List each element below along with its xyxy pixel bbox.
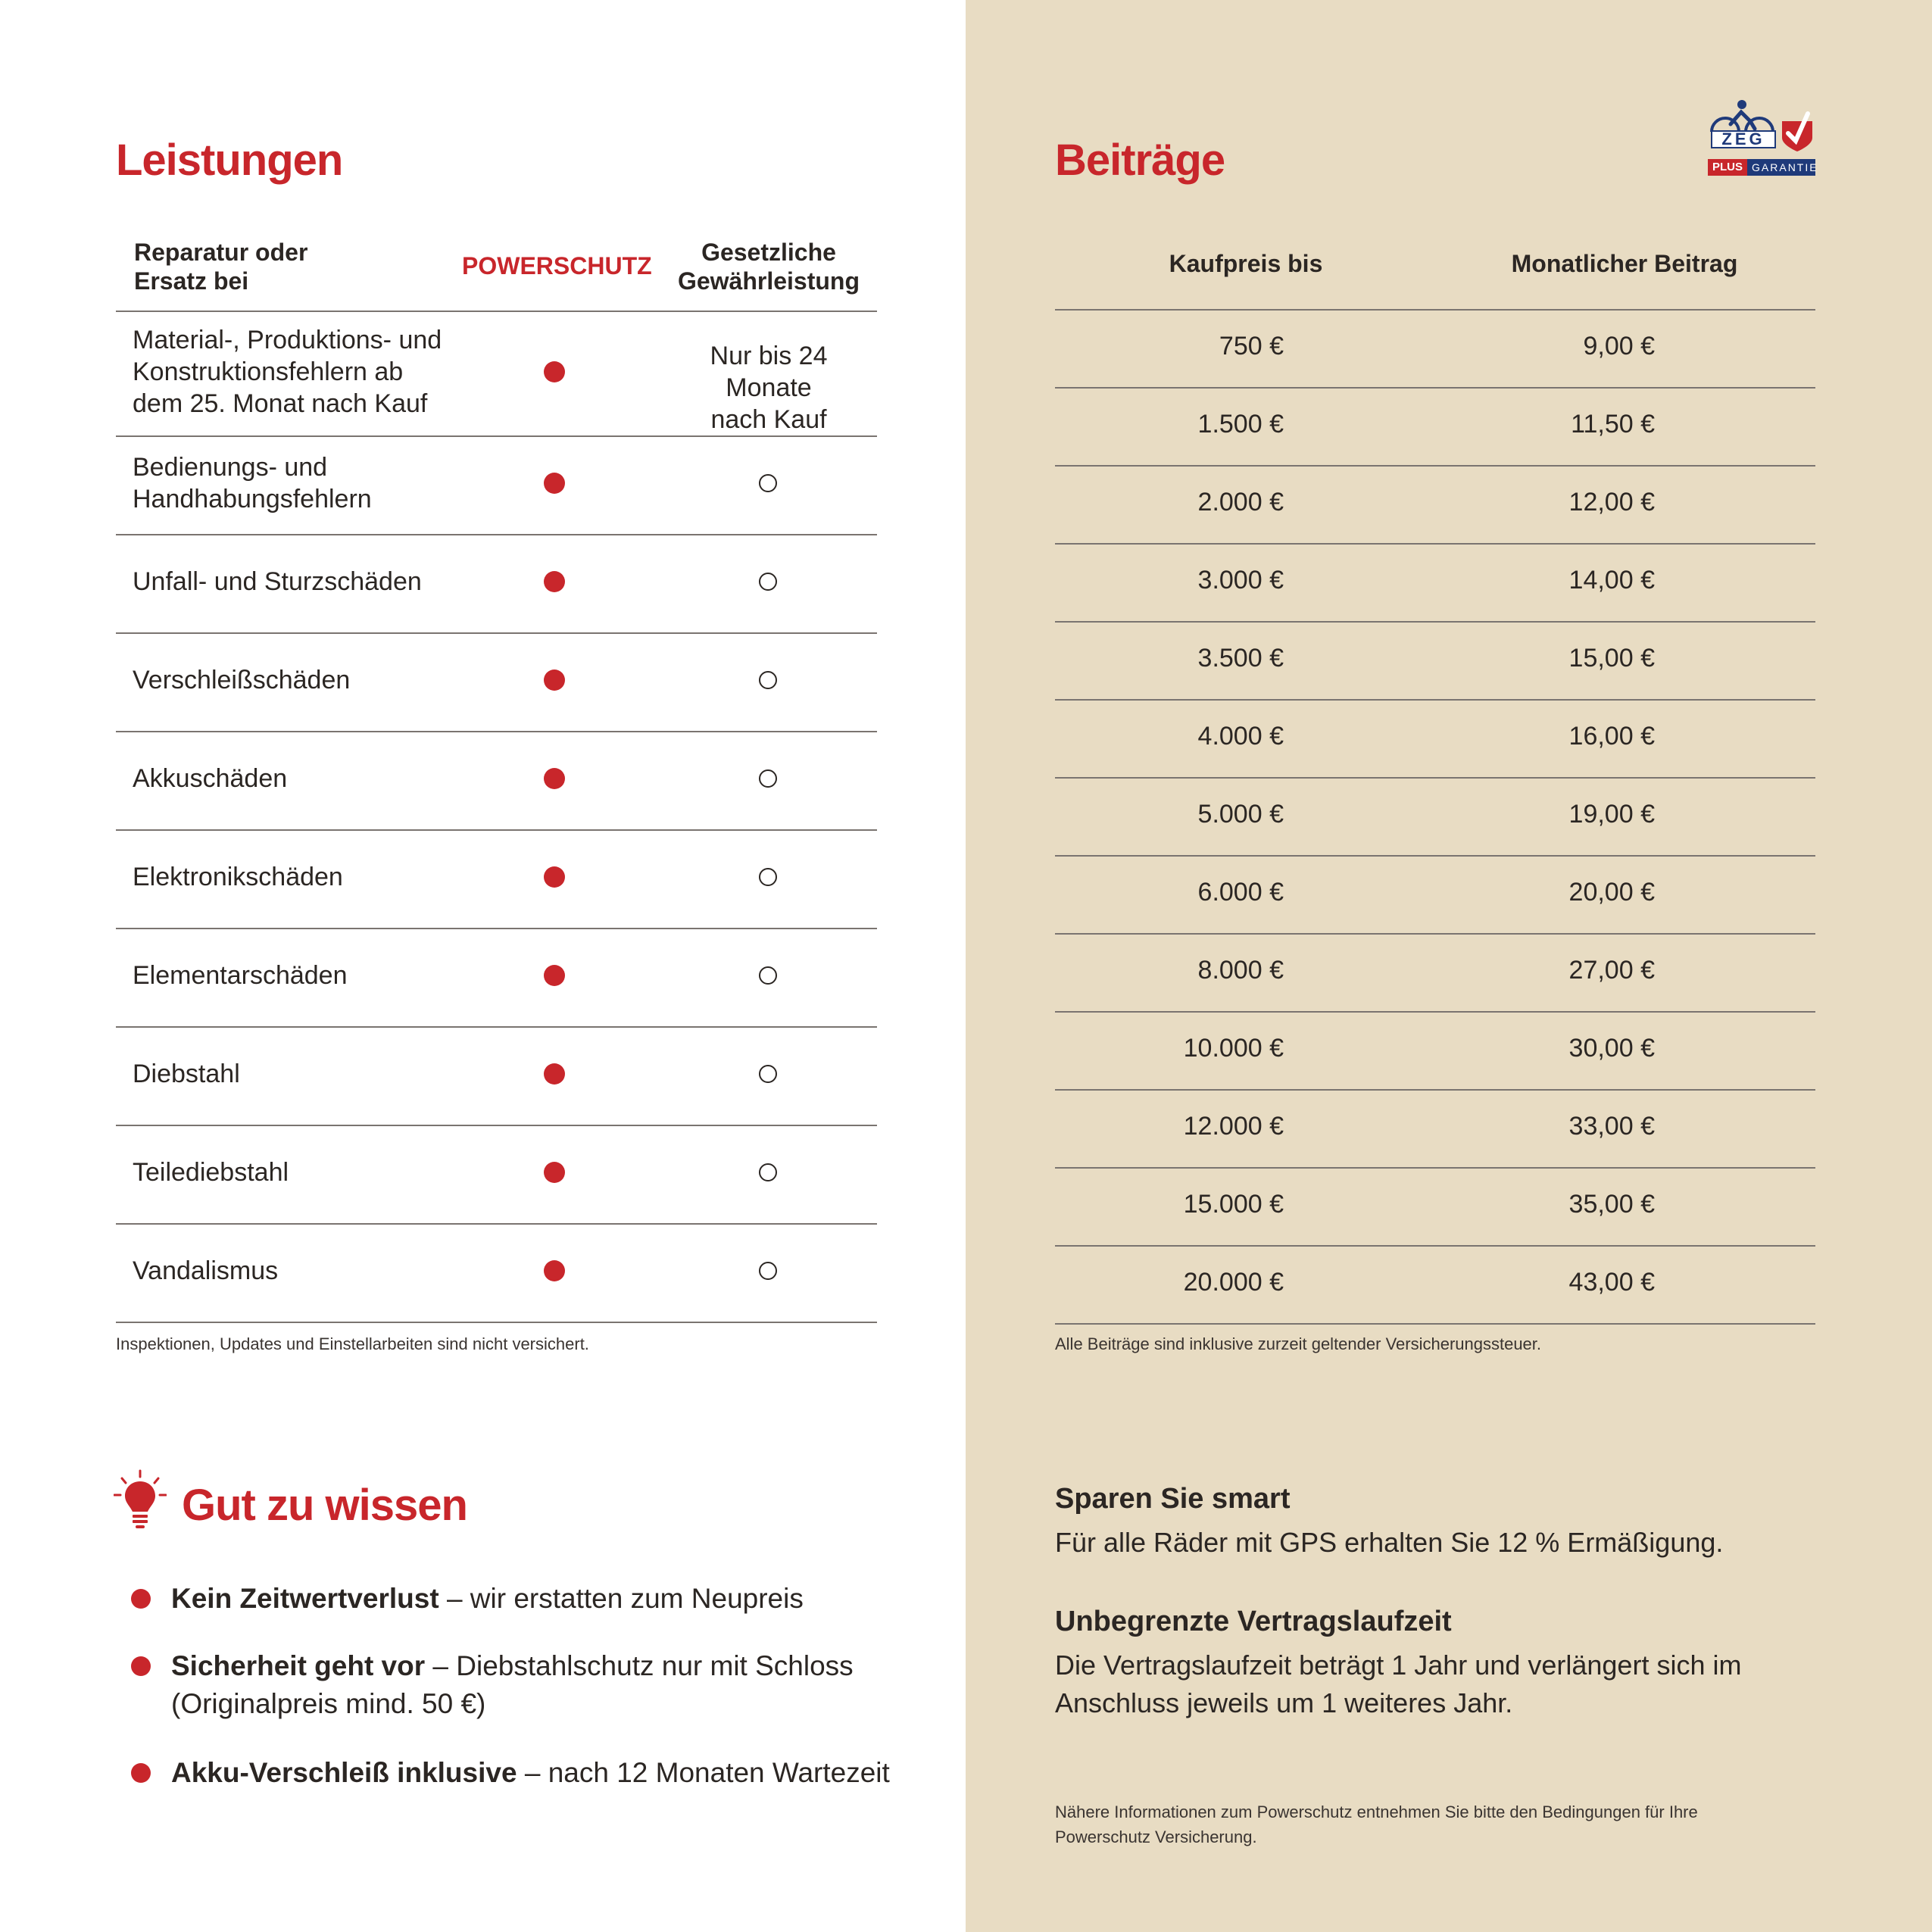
- row-label: Elektronikschäden: [133, 863, 343, 891]
- not-covered-icon: [759, 474, 777, 492]
- tip-text: Diebstahlschutz nur mit Schloss: [456, 1650, 854, 1681]
- row-divider: [1055, 855, 1815, 857]
- beitrag-cell: 16,00 €: [1568, 721, 1655, 751]
- col-header-beitrag: Monatlicher Beitrag: [1511, 250, 1738, 277]
- not-covered-icon: [759, 1262, 777, 1280]
- gesetzlich-text: Nur bis 24 Monate nach Kauf: [710, 341, 828, 434]
- leistungen-title: Leistungen: [116, 136, 343, 185]
- gut-zu-wissen-title: Gut zu wissen: [182, 1481, 467, 1530]
- kaufpreis-cell: 750 €: [1219, 331, 1284, 360]
- footnote: Nähere Informationen zum Powerschutz entnehmen Sie bitte den Bedingungen für Ihre Powerschutz Versicherung.: [1055, 1802, 1698, 1846]
- row-divider: [116, 731, 877, 732]
- row-label: Verschleißschäden: [133, 666, 351, 694]
- sparen-text: Für alle Räder mit GPS erhalten Sie 12 % Ermäßigung.: [1055, 1527, 1724, 1558]
- powerschutz-covered-icon: [544, 866, 565, 888]
- kaufpreis-cell: 15.000 €: [1183, 1189, 1284, 1219]
- row-divider: [1055, 1089, 1815, 1091]
- row-divider: [116, 1322, 877, 1323]
- tip-text-2: (Originalpreis mind. 50 €): [171, 1688, 486, 1719]
- beitrag-cell: 15,00 €: [1568, 643, 1655, 673]
- laufzeit-title: Unbegrenzte Vertragslaufzeit: [1055, 1606, 1452, 1637]
- row-label: Bedienungs- und Handhabungsfehlern: [133, 453, 372, 513]
- zeg-logo: [1708, 98, 1818, 177]
- row-divider: [1055, 1167, 1815, 1169]
- row-divider: [1055, 777, 1815, 779]
- row-divider: [116, 1125, 877, 1126]
- not-covered-icon: [759, 573, 777, 591]
- tip-bold: Sicherheit geht vor: [171, 1650, 426, 1681]
- beitrag-cell: 30,00 €: [1568, 1033, 1655, 1063]
- not-covered-icon: [759, 1163, 777, 1181]
- bullet-dot: [131, 1763, 151, 1783]
- tip-sicherheit: [171, 1647, 854, 1723]
- row-label: Teilediebstahl: [133, 1158, 289, 1187]
- not-covered-icon: [759, 966, 777, 985]
- kaufpreis-cell: 2.000 €: [1197, 487, 1284, 517]
- kaufpreis-cell: 5.000 €: [1197, 799, 1284, 829]
- tip-akku: [171, 1754, 890, 1792]
- powerschutz-covered-icon: [544, 768, 565, 789]
- tip-bold: Akku-Verschleiß inklusive: [171, 1757, 517, 1788]
- row-divider: [1055, 1011, 1815, 1013]
- kaufpreis-cell: 12.000 €: [1183, 1111, 1284, 1141]
- row-divider: [116, 311, 877, 312]
- powerschutz-covered-icon: [544, 1063, 565, 1085]
- powerschutz-covered-icon: [544, 361, 565, 382]
- row-divider: [1055, 933, 1815, 935]
- tip-dash: –: [432, 1650, 448, 1681]
- row-divider: [1055, 387, 1815, 389]
- bullet-dot: [131, 1589, 151, 1609]
- tip-text: nach 12 Monaten Wartezeit: [548, 1757, 890, 1788]
- row-divider: [1055, 309, 1815, 311]
- row-divider: [116, 829, 877, 831]
- powerschutz-covered-icon: [544, 473, 565, 494]
- beitrag-cell: 27,00 €: [1568, 955, 1655, 985]
- row-divider: [116, 534, 877, 535]
- beitrag-cell: 35,00 €: [1568, 1189, 1655, 1219]
- tip-zeitwert: [171, 1580, 804, 1618]
- beitrag-cell: 43,00 €: [1568, 1267, 1655, 1297]
- beitraege-note: Alle Beiträge sind inklusive zurzeit geltender Versicherungssteuer.: [1055, 1334, 1542, 1353]
- not-covered-icon: [759, 671, 777, 689]
- beitrag-cell: 14,00 €: [1568, 565, 1655, 595]
- beitraege-title: Beiträge: [1055, 136, 1225, 185]
- beitrag-cell: 20,00 €: [1568, 877, 1655, 907]
- lightbulb-icon: [114, 1469, 167, 1533]
- logo-plus: PLUS: [1708, 159, 1747, 176]
- tip-dash: –: [446, 1583, 463, 1614]
- powerschutz-covered-icon: [544, 965, 565, 986]
- powerschutz-covered-icon: [544, 669, 565, 691]
- row-divider: [1055, 465, 1815, 467]
- col-header-powerschutz: POWERSCHUTZ: [462, 252, 652, 279]
- kaufpreis-cell: 8.000 €: [1197, 955, 1284, 985]
- kaufpreis-cell: 20.000 €: [1183, 1267, 1284, 1297]
- row-divider: [1055, 543, 1815, 545]
- beitrag-cell: 11,50 €: [1571, 409, 1655, 439]
- row-divider: [1055, 1323, 1815, 1325]
- logo-garantie: GARANTIE: [1752, 161, 1818, 173]
- row-divider: [1055, 699, 1815, 701]
- row-label: Material-, Produktions- und Konstruktionsfehlern ab dem 25. Monat nach Kauf: [133, 325, 442, 418]
- kaufpreis-cell: 10.000 €: [1183, 1033, 1284, 1063]
- row-divider: [116, 928, 877, 929]
- kaufpreis-cell: 4.000 €: [1197, 721, 1284, 751]
- row-divider: [1055, 621, 1815, 623]
- tip-dash: –: [524, 1757, 541, 1788]
- bullet-dot: [131, 1656, 151, 1676]
- not-covered-icon: [759, 1065, 777, 1083]
- col-header-repair: Reparatur oder Ersatz bei: [134, 239, 308, 295]
- beitrag-cell: 9,00 €: [1583, 331, 1655, 360]
- col-header-gesetzlich: Gesetzliche Gewährleistung: [677, 239, 860, 295]
- not-covered-icon: [759, 868, 777, 886]
- row-divider: [1055, 1245, 1815, 1247]
- row-divider: [116, 1223, 877, 1225]
- powerschutz-covered-icon: [544, 571, 565, 592]
- kaufpreis-cell: 3.500 €: [1197, 643, 1284, 673]
- row-label: Akkuschäden: [133, 764, 288, 793]
- row-label: Vandalismus: [133, 1256, 279, 1285]
- col-header-kaufpreis: Kaufpreis bis: [1169, 250, 1323, 277]
- not-covered-icon: [759, 769, 777, 788]
- beitrag-cell: 12,00 €: [1568, 487, 1655, 517]
- powerschutz-covered-icon: [544, 1162, 565, 1183]
- kaufpreis-cell: 1.500 €: [1197, 409, 1284, 439]
- row-label: Diebstahl: [133, 1060, 240, 1088]
- powerschutz-covered-icon: [544, 1260, 565, 1281]
- beitrag-cell: 33,00 €: [1568, 1111, 1655, 1141]
- row-divider: [116, 1026, 877, 1028]
- row-divider: [116, 435, 877, 437]
- row-label: Unfall- und Sturzschäden: [133, 567, 422, 596]
- laufzeit-text: Die Vertragslaufzeit beträgt 1 Jahr und verlängert sich im Anschluss jeweils um 1 weiteres Jahr.: [1055, 1650, 1742, 1718]
- logo-bar: [1708, 159, 1818, 176]
- kaufpreis-cell: 3.000 €: [1197, 565, 1284, 595]
- row-divider: [116, 632, 877, 634]
- leistungen-note: Inspektionen, Updates und Einstellarbeiten sind nicht versichert.: [116, 1334, 589, 1353]
- kaufpreis-cell: 6.000 €: [1197, 877, 1284, 907]
- tip-text: wir erstatten zum Neupreis: [470, 1583, 804, 1614]
- logo-zeg-text: ZEG: [1711, 130, 1776, 148]
- beitrag-cell: 19,00 €: [1568, 799, 1655, 829]
- tip-bold: Kein Zeitwertverlust: [171, 1583, 439, 1614]
- sparen-title: Sparen Sie smart: [1055, 1483, 1291, 1515]
- row-label: Elementarschäden: [133, 961, 348, 990]
